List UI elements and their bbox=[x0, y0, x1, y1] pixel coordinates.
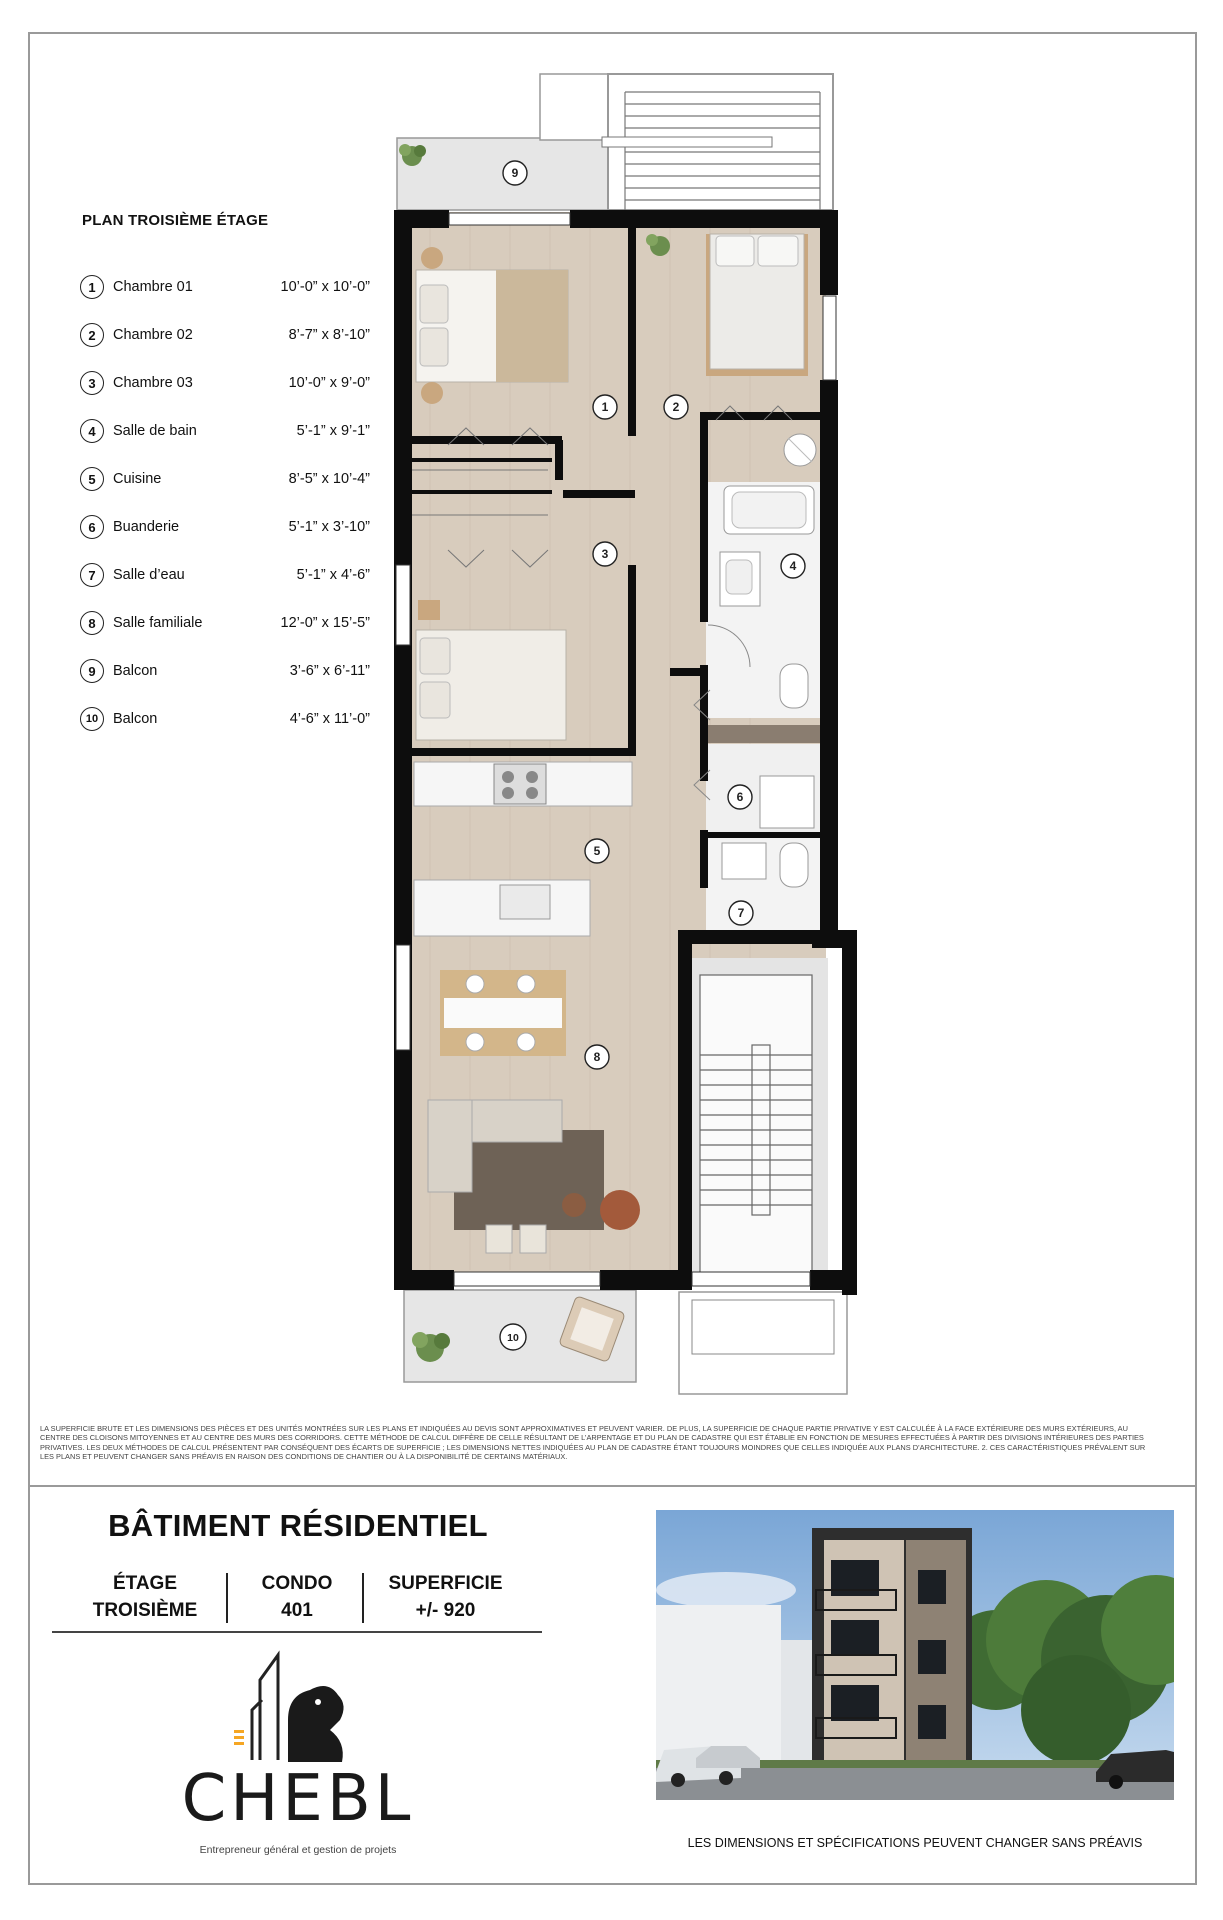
room-name: Chambre 01 bbox=[113, 279, 193, 295]
rendering-caption: LES DIMENSIONS ET SPÉCIFICATIONS PEUVENT CHANGER SANS PRÉAVIS bbox=[687, 1836, 1143, 1850]
info-separator bbox=[362, 1573, 364, 1623]
svg-text:6: 6 bbox=[736, 790, 744, 804]
legend-row bbox=[80, 273, 370, 301]
section-divider bbox=[28, 1485, 1197, 1487]
room-name: Salle de bain bbox=[113, 423, 197, 439]
bed-icon bbox=[416, 247, 568, 404]
room-name: Salle familiale bbox=[113, 615, 203, 631]
room-name: Balcon bbox=[113, 663, 158, 679]
room-label bbox=[585, 1045, 609, 1069]
info-rule bbox=[52, 1631, 542, 1633]
chebl-lion-logo bbox=[170, 1650, 430, 1770]
room-number-badge: 3 bbox=[80, 371, 104, 395]
room-dimensions: 5’-1” x 3’-10” bbox=[288, 519, 370, 535]
area-value: +/- 920 bbox=[415, 1600, 476, 1621]
floor-info bbox=[70, 1570, 220, 1624]
legend-row bbox=[80, 609, 370, 637]
bathtub-icon bbox=[724, 486, 814, 534]
legal-disclaimer: LA SUPERFICIE BRUTE ET LES DIMENSIONS DES PIÈCES ET DES UNITÉS MONTRÉES SUR LES PLANS ET INDIQUÉES AU DEVIS SONT APPROXIMATIVES ET PEUVENT VARIER. DE PLUS, LA SUPERFICIE DE CHAQUE PARTIE PRIVATIVE Y EST CALCULÉE À LA FACE EXTÉRIEURE DES MURS EXTÉRIEURS, AU CENTRE DES CLOISONS MITOYENNES ET AU CENTRE DES MURS DES CORRIDORS. CETTE MÉTHODE DE CALCUL DIFFÈRE DE CELLE RÉSULTANT DE L’ARPENTAGE ET DU PLAN DE CADASTRE QUI EST ÉTABLIE EN FONCTION DE MESURES EFFECTUÉES À PARTIR DES DIVISIONS INTÉRIEURES DES PARTIES PRIVATIVES. LES DEUX MÉTHODES DE CALCUL PRÉSENTENT PAR CONSÉQUENT DES ÉCARTS DE SUPERFICIE ; LES DIMENSIONS NETTES INDIQUÉES AU PLAN DE CADASTRE ÉTANT TOUJOURS MOINDRES QUE CELLES INDIQUÉE AUX PLANS D’ARCHITECTURE. 2. CES CARACTÉRISTIQUES PRÉVALENT SUR LES PLANS ET PEUVENT CHANGER SANS PRÉAVIS EN RAISON DES CONDITIONS DE CHANTIER OU À LA DISPONIBILITÉ DE CERTAINS MATÉRIAUX. bbox=[40, 1424, 1146, 1461]
logo-accent-bars bbox=[234, 1730, 244, 1745]
condo-label: CONDO bbox=[261, 1573, 333, 1594]
room-number-badge: 10 bbox=[80, 707, 104, 731]
condo-info bbox=[232, 1570, 362, 1624]
room-name: Chambre 03 bbox=[113, 375, 193, 391]
room-label bbox=[593, 395, 617, 419]
sink-icon bbox=[722, 843, 766, 879]
info-separator bbox=[226, 1573, 228, 1623]
shower-drain-icon bbox=[784, 434, 816, 466]
room-name: Cuisine bbox=[113, 471, 162, 487]
dining-table bbox=[440, 970, 566, 1056]
room-name: Chambre 02 bbox=[113, 327, 193, 343]
floor-value: TROISIÈME bbox=[92, 1600, 198, 1621]
kitchen-island bbox=[414, 880, 590, 936]
washer-icon bbox=[760, 776, 814, 828]
room-dimensions: 5’-1” x 4’-6” bbox=[296, 567, 370, 583]
area-info bbox=[368, 1570, 523, 1624]
svg-text:3: 3 bbox=[601, 547, 609, 561]
building-facade bbox=[812, 1528, 972, 1768]
room-label bbox=[781, 554, 805, 578]
svg-text:1: 1 bbox=[601, 400, 609, 414]
legend-row bbox=[80, 465, 370, 493]
svg-text:5: 5 bbox=[593, 844, 601, 858]
brand-wordmark: CHEBL bbox=[181, 1762, 415, 1836]
legend-row bbox=[80, 705, 370, 733]
kitchen-counter bbox=[414, 762, 632, 806]
svg-text:4: 4 bbox=[789, 559, 797, 573]
floor-plan bbox=[390, 70, 860, 1410]
room-number-badge: 6 bbox=[80, 515, 104, 539]
svg-text:2: 2 bbox=[672, 400, 680, 414]
room-dimensions: 8’-5” x 10’-4” bbox=[288, 471, 370, 487]
legend-row bbox=[80, 513, 370, 541]
legend-row bbox=[80, 417, 370, 445]
sink-icon bbox=[720, 552, 760, 606]
room-number-badge: 2 bbox=[80, 323, 104, 347]
legend-row bbox=[80, 369, 370, 397]
condo-value: 401 bbox=[281, 1600, 313, 1621]
svg-text:7: 7 bbox=[737, 906, 745, 920]
room-number-badge: 4 bbox=[80, 419, 104, 443]
toilet-icon bbox=[780, 843, 808, 887]
room-label bbox=[585, 839, 609, 863]
room-label bbox=[503, 161, 527, 185]
area-label: SUPERFICIE bbox=[388, 1573, 503, 1594]
room-number-badge: 7 bbox=[80, 563, 104, 587]
building-rendering bbox=[656, 1510, 1174, 1800]
legend-row bbox=[80, 657, 370, 685]
room-label bbox=[664, 395, 688, 419]
room-dimensions: 8’-7” x 8’-10” bbox=[288, 327, 370, 343]
brand-tagline: Entrepreneur général et gestion de projets bbox=[199, 1844, 397, 1856]
room-dimensions: 10’-0” x 10’-0” bbox=[280, 279, 370, 295]
room-label bbox=[593, 542, 617, 566]
legend-title: PLAN TROISIÈME ÉTAGE bbox=[82, 212, 269, 229]
svg-text:9: 9 bbox=[511, 166, 519, 180]
room-dimensions: 4’-6” x 11’-0” bbox=[289, 711, 370, 727]
toilet-icon bbox=[780, 664, 808, 708]
room-name: Balcon bbox=[113, 711, 158, 727]
room-name: Salle d’eau bbox=[113, 567, 185, 583]
building-title: BÂTIMENT RÉSIDENTIEL bbox=[108, 1508, 488, 1543]
room-name: Buanderie bbox=[113, 519, 180, 535]
room-label bbox=[728, 785, 752, 809]
room-label bbox=[500, 1324, 526, 1350]
room-dimensions: 12’-0” x 15’-5” bbox=[280, 615, 370, 631]
svg-text:10: 10 bbox=[507, 1332, 519, 1344]
legend-row bbox=[80, 561, 370, 589]
floor-label: ÉTAGE bbox=[112, 1573, 178, 1594]
room-dimensions: 10’-0” x 9’-0” bbox=[288, 375, 370, 391]
room-dimensions: 5’-1” x 9’-1” bbox=[296, 423, 370, 439]
svg-text:8: 8 bbox=[593, 1050, 601, 1064]
room-number-badge: 5 bbox=[80, 467, 104, 491]
room-dimensions: 3’-6” x 6’-11” bbox=[289, 663, 370, 679]
room-number-badge: 9 bbox=[80, 659, 104, 683]
room-number-badge: 1 bbox=[80, 275, 104, 299]
room-label bbox=[729, 901, 753, 925]
room-number-badge: 8 bbox=[80, 611, 104, 635]
legend-row bbox=[80, 321, 370, 349]
